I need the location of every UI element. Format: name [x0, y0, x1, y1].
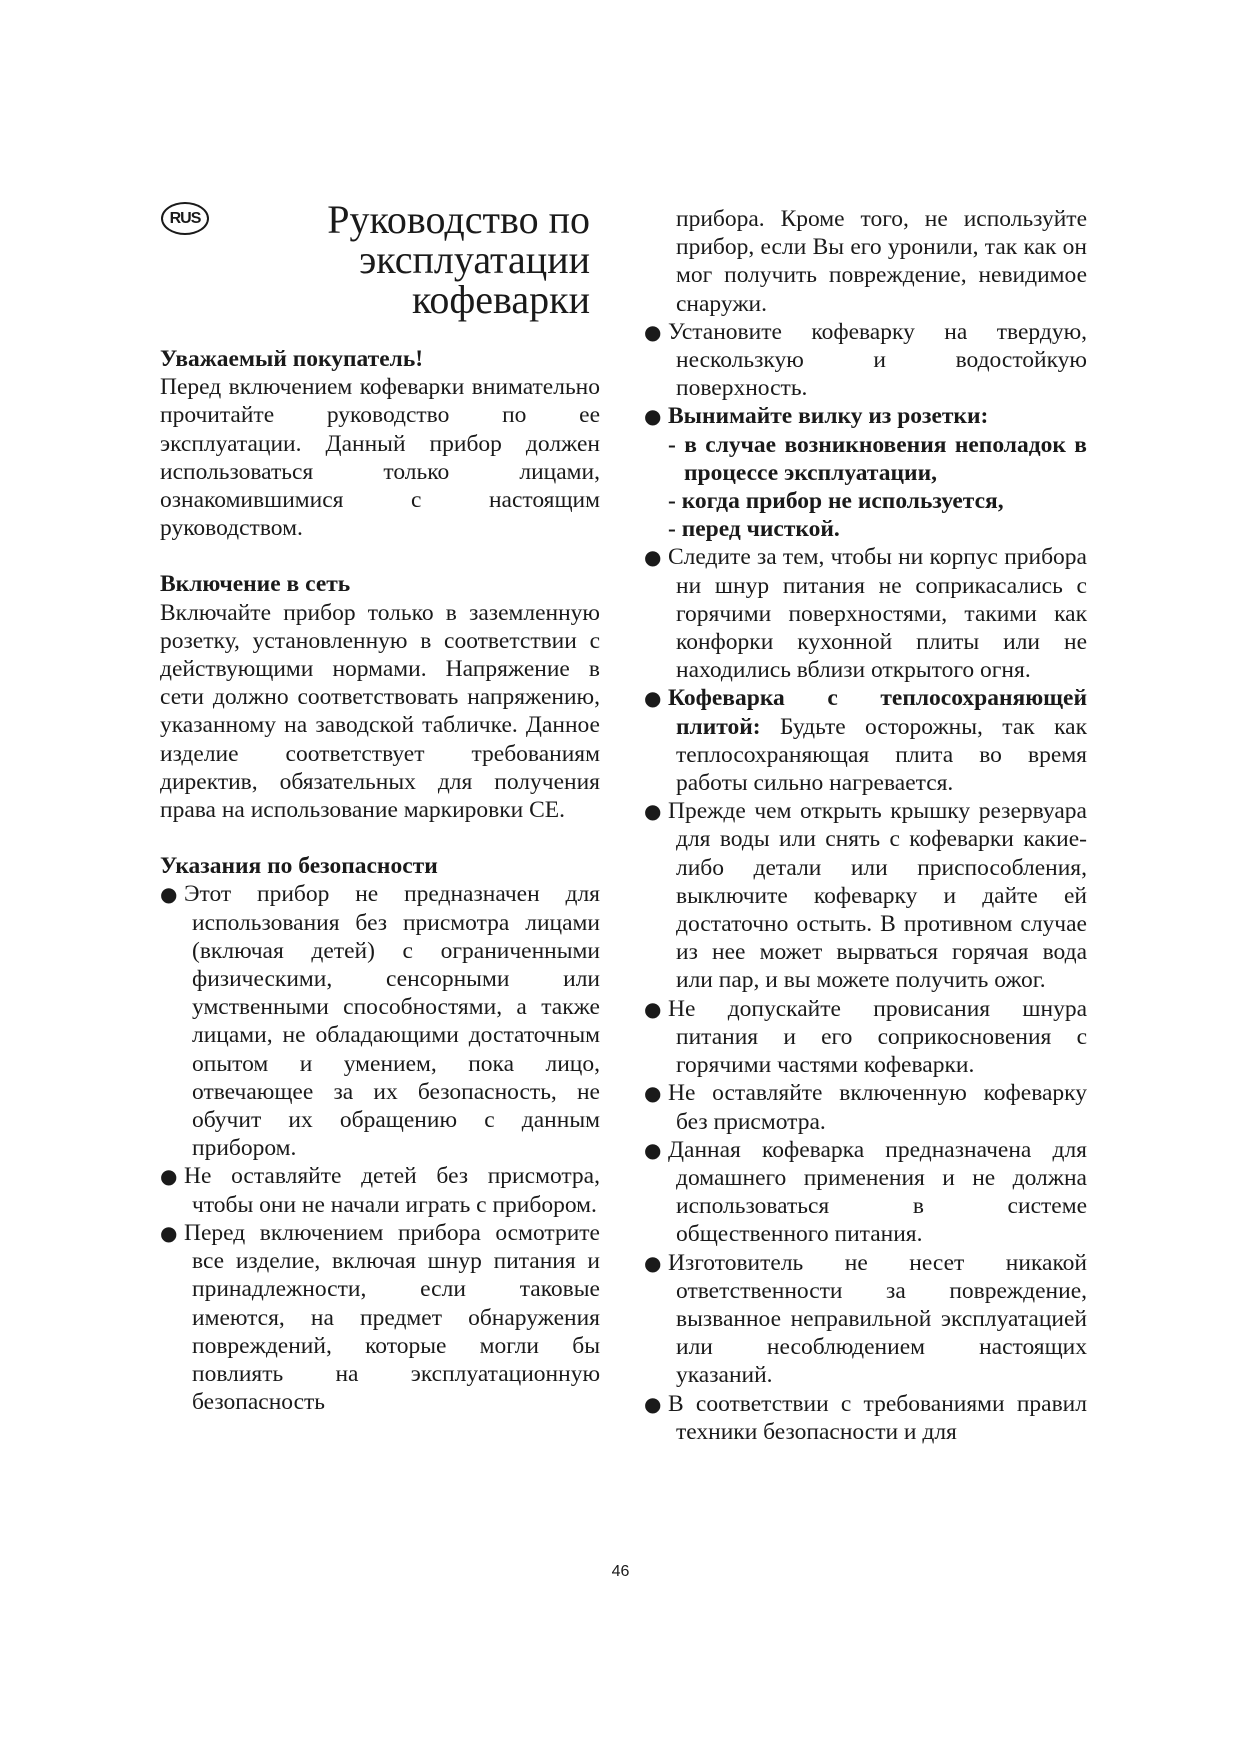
bullet-icon: ●	[160, 882, 178, 907]
bullet-icon: ●	[644, 404, 662, 429]
safety-item-text: Изготовитель не несет никакой ответственности за повреждение, вызванное неправильной эксплуатацией или несоблюдением настоящих указаний.	[668, 1249, 1087, 1389]
right-column	[644, 205, 1087, 1446]
bullet-icon: ●	[644, 1250, 662, 1275]
bullet-icon: ●	[644, 319, 662, 344]
bullet-icon: ●	[644, 996, 662, 1021]
safety-item	[644, 1079, 1087, 1135]
safety-heading: Указания по безопасности	[160, 853, 438, 880]
warming-plate-text: Будьте осторожны, так как теплосохраняющая плита во время работы сильно нагревается.	[676, 713, 1087, 797]
spacer	[160, 824, 600, 852]
unplug-subitem: - перед чисткой.	[668, 516, 840, 543]
spacer	[160, 542, 600, 570]
safety-item-text: Прежде чем открыть крышку резервуара для воды или снять с кофеварки какие-либо детали или приспособления, выключите кофеварку и дайте ей достаточно остыть. В противном случае из нее может вырваться горячая вода или пар, и вы можете получить ожог.	[668, 798, 1087, 994]
safety-item	[644, 1249, 1087, 1390]
bullet-icon: ●	[644, 545, 662, 570]
warming-plate-item	[644, 684, 1087, 797]
warming-plate-text-wrap	[668, 684, 1087, 797]
safety-item	[644, 1390, 1087, 1446]
safety-item	[644, 995, 1087, 1080]
safety-item-text: Перед включением прибора осмотрите все изделие, включая шнур питания и принадлежности, если таковые имеются, на предмет обнаружения повреждений, которые могли бы повлиять на эксплуатационную безопасность	[184, 1219, 600, 1416]
greeting-heading: Уважаемый покупатель!	[160, 346, 424, 372]
left-column	[160, 345, 600, 1416]
title-line: Руководство по	[327, 197, 590, 242]
unplug-subitem: - когда прибор не используется,	[668, 488, 1004, 515]
safety-item-text: Не оставляйте включенную кофеварку без присмотра.	[668, 1080, 1087, 1135]
safety-item	[160, 1219, 600, 1416]
unplug-heading: Вынимайте вилку из розетки:	[668, 403, 989, 430]
power-heading: Включение в сеть	[160, 571, 351, 598]
language-badge: RUS	[161, 202, 209, 235]
bullet-icon: ●	[644, 686, 662, 711]
safety-item-text: Не оставляйте детей без присмотра, чтобы они не начали играть с прибором.	[184, 1163, 600, 1218]
unplug-subitem: - в случае возникновения неполадок в процессе эксплуатации,	[668, 431, 1087, 486]
safety-item	[160, 1162, 600, 1218]
bullet-icon: ●	[644, 1137, 662, 1162]
safety-item-text: Следите за тем, чтобы ни корпус прибора ни шнур питания не соприкасались с горячими поверхностями, такими как конфорки кухонной плиты или не находились вблизи открытого огня.	[668, 544, 1087, 684]
warming-plate-lead: Кофеварка с теплосохраняющей плитой:	[668, 685, 1087, 740]
safety-item	[644, 1136, 1087, 1249]
safety-item-text: Не допускайте провисания шнура питания и его соприкосновения с горячими частями кофеварки.	[668, 995, 1087, 1079]
title-line: эксплуатации	[359, 237, 590, 282]
bullet-icon: ●	[644, 799, 662, 824]
bullet-icon: ●	[644, 1391, 662, 1416]
bullet-icon: ●	[160, 1164, 178, 1189]
page-number: 46	[611, 1563, 630, 1580]
safety-item-text: Установите кофеварку на твердую, нескользкую и водостойкую поверхность.	[668, 318, 1087, 402]
safety-item	[644, 797, 1087, 994]
greeting-text: Перед включением кофеварки внимательно прочитайте руководство по ее эксплуатации. Данный прибор должен использоваться только лицами, ознакомившимися с настоящим руководством.	[160, 374, 600, 542]
power-text: Включайте прибор только в заземленную розетку, установленную в соответствии с действующими нормами. Напряжение в сети должно соответствовать напряжению, указанному на заводской табличке. Данное изделие соответствует требованиям директив, обязательных для получения права на использование маркировки CE.	[160, 599, 600, 824]
continuation-text: прибора. Кроме того, не используйте прибор, если Вы его уронили, так как он мог получить повреждение, невидимое снаружи.	[676, 206, 1087, 317]
unplug-item	[644, 402, 1087, 430]
safety-item-text: Данная кофеварка предназначена для домашнего применения и не должна использоваться в системе общественного питания.	[668, 1136, 1087, 1248]
bullet-icon: ●	[644, 1081, 662, 1106]
safety-item	[644, 543, 1087, 684]
bullet-icon: ●	[160, 1220, 178, 1245]
page-title	[327, 197, 590, 322]
safety-item	[160, 880, 600, 1162]
safety-item-text: В соответствии с требованиями правил техники безопасности и для	[668, 1390, 1087, 1445]
safety-item	[644, 318, 1087, 403]
title-line: кофеварки	[411, 277, 590, 322]
safety-item-text: Этот прибор не предназначен для использования без присмотра лицами (включая детей) с ограниченными физическими, сенсорными или умственными способностями, а также лицами, не обладающими достаточным опытом и умением, пока лицо, отвечающее за их безопасность, не обучит их обращению с данным прибором.	[184, 881, 600, 1162]
